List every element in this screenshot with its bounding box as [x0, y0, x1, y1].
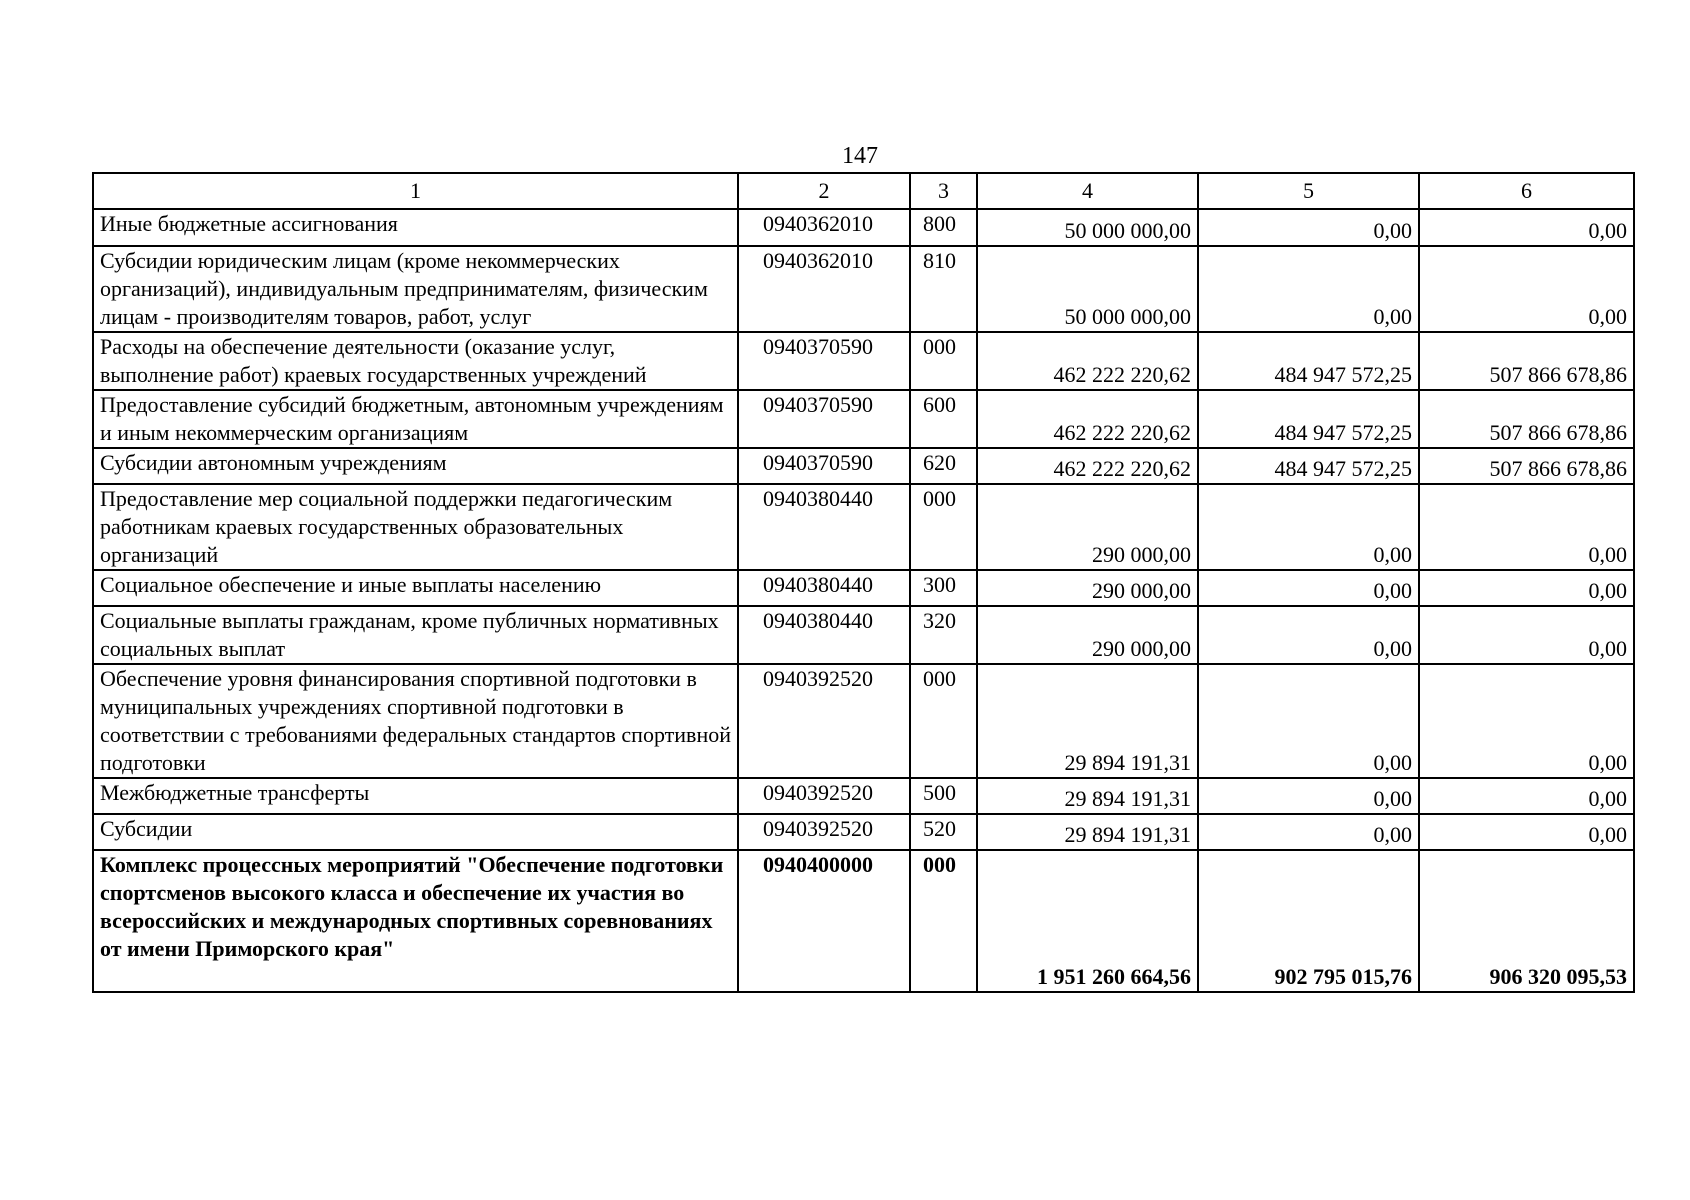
amount-col-6: 0,00	[1419, 814, 1634, 850]
amount-col-5: 0,00	[1198, 484, 1419, 570]
table-row	[93, 664, 1634, 778]
expense-type-code: 620	[910, 448, 977, 484]
amount-col-6: 0,00	[1419, 246, 1634, 332]
amount-col-4: 29 894 191,31	[977, 814, 1198, 850]
table-header-row	[93, 173, 1634, 209]
table-row	[93, 209, 1634, 246]
table-row	[93, 814, 1634, 850]
amount-col-4: 290 000,00	[977, 606, 1198, 664]
expense-name: Субсидии юридическим лицам (кроме некоммерческих организаций), индивидуальным предпринимателям, физическим лицам - производителям товаров, работ, услуг	[93, 246, 738, 332]
target-code: 0940370590	[738, 390, 910, 448]
amount-col-4: 290 000,00	[977, 484, 1198, 570]
column-header-4: 4	[977, 173, 1198, 209]
budget-table	[92, 172, 1635, 993]
table-row	[93, 332, 1634, 390]
amount-col-5: 484 947 572,25	[1198, 390, 1419, 448]
expense-type-code: 000	[910, 850, 977, 992]
amount-col-4: 462 222 220,62	[977, 448, 1198, 484]
column-header-6: 6	[1419, 173, 1634, 209]
table-row	[93, 778, 1634, 814]
expense-name: Обеспечение уровня финансирования спортивной подготовки в муниципальных учреждениях спортивной подготовки в соответствии с требованиями федеральных стандартов спортивной подготовки	[93, 664, 738, 778]
expense-type-code: 320	[910, 606, 977, 664]
amount-col-6: 507 866 678,86	[1419, 390, 1634, 448]
expense-name: Межбюджетные трансферты	[93, 778, 738, 814]
expense-name: Расходы на обеспечение деятельности (оказание услуг, выполнение работ) краевых государственных учреждений	[93, 332, 738, 390]
target-code: 0940370590	[738, 448, 910, 484]
amount-col-5: 0,00	[1198, 209, 1419, 246]
amount-col-6: 507 866 678,86	[1419, 448, 1634, 484]
amount-col-4: 1 951 260 664,56	[977, 850, 1198, 992]
expense-type-code: 800	[910, 209, 977, 246]
target-code: 0940362010	[738, 246, 910, 332]
target-code: 0940380440	[738, 570, 910, 606]
expense-type-code: 300	[910, 570, 977, 606]
amount-col-6: 507 866 678,86	[1419, 332, 1634, 390]
target-code: 0940392520	[738, 814, 910, 850]
amount-col-4: 29 894 191,31	[977, 664, 1198, 778]
expense-type-code: 000	[910, 332, 977, 390]
expense-name: Иные бюджетные ассигнования	[93, 209, 738, 246]
amount-col-4: 50 000 000,00	[977, 209, 1198, 246]
expense-name: Комплекс процессных мероприятий "Обеспечение подготовки спортсменов высокого класса и обеспечение их участия во всероссийских и международных спортивных соревнованиях от имени Приморского края"	[93, 850, 738, 992]
target-code: 0940370590	[738, 332, 910, 390]
column-header-5: 5	[1198, 173, 1419, 209]
amount-col-4: 50 000 000,00	[977, 246, 1198, 332]
table-row	[93, 246, 1634, 332]
amount-col-6: 0,00	[1419, 209, 1634, 246]
table-row	[93, 484, 1634, 570]
table-row	[93, 390, 1634, 448]
amount-col-6: 0,00	[1419, 664, 1634, 778]
table-row	[93, 448, 1634, 484]
amount-col-5: 0,00	[1198, 606, 1419, 664]
amount-col-5: 0,00	[1198, 778, 1419, 814]
expense-type-code: 000	[910, 664, 977, 778]
expense-type-code: 600	[910, 390, 977, 448]
expense-name: Предоставление мер социальной поддержки педагогическим работникам краевых государственных образовательных организаций	[93, 484, 738, 570]
amount-col-6: 0,00	[1419, 484, 1634, 570]
amount-col-6: 0,00	[1419, 778, 1634, 814]
expense-type-code: 520	[910, 814, 977, 850]
target-code: 0940362010	[738, 209, 910, 246]
table-row	[93, 606, 1634, 664]
expense-type-code: 000	[910, 484, 977, 570]
amount-col-5: 902 795 015,76	[1198, 850, 1419, 992]
amount-col-5: 0,00	[1198, 570, 1419, 606]
amount-col-6: 0,00	[1419, 606, 1634, 664]
page-number: 147	[842, 143, 878, 169]
expense-name: Предоставление субсидий бюджетным, автономным учреждениям и иным некоммерческим организациям	[93, 390, 738, 448]
amount-col-4: 462 222 220,62	[977, 390, 1198, 448]
target-code: 0940380440	[738, 484, 910, 570]
target-code: 0940400000	[738, 850, 910, 992]
amount-col-5: 484 947 572,25	[1198, 332, 1419, 390]
column-header-3: 3	[910, 173, 977, 209]
target-code: 0940380440	[738, 606, 910, 664]
amount-col-5: 0,00	[1198, 246, 1419, 332]
amount-col-4: 29 894 191,31	[977, 778, 1198, 814]
target-code: 0940392520	[738, 664, 910, 778]
amount-col-4: 462 222 220,62	[977, 332, 1198, 390]
expense-name: Социальные выплаты гражданам, кроме публичных нормативных социальных выплат	[93, 606, 738, 664]
amount-col-5: 0,00	[1198, 664, 1419, 778]
amount-col-6: 0,00	[1419, 570, 1634, 606]
table-row	[93, 850, 1634, 992]
expense-name: Субсидии автономным учреждениям	[93, 448, 738, 484]
column-header-2: 2	[738, 173, 910, 209]
expense-name: Субсидии	[93, 814, 738, 850]
amount-col-5: 484 947 572,25	[1198, 448, 1419, 484]
table-row	[93, 570, 1634, 606]
expense-type-code: 810	[910, 246, 977, 332]
expense-type-code: 500	[910, 778, 977, 814]
column-header-1: 1	[93, 173, 738, 209]
amount-col-4: 290 000,00	[977, 570, 1198, 606]
expense-name: Социальное обеспечение и иные выплаты населению	[93, 570, 738, 606]
target-code: 0940392520	[738, 778, 910, 814]
amount-col-6: 906 320 095,53	[1419, 850, 1634, 992]
amount-col-5: 0,00	[1198, 814, 1419, 850]
